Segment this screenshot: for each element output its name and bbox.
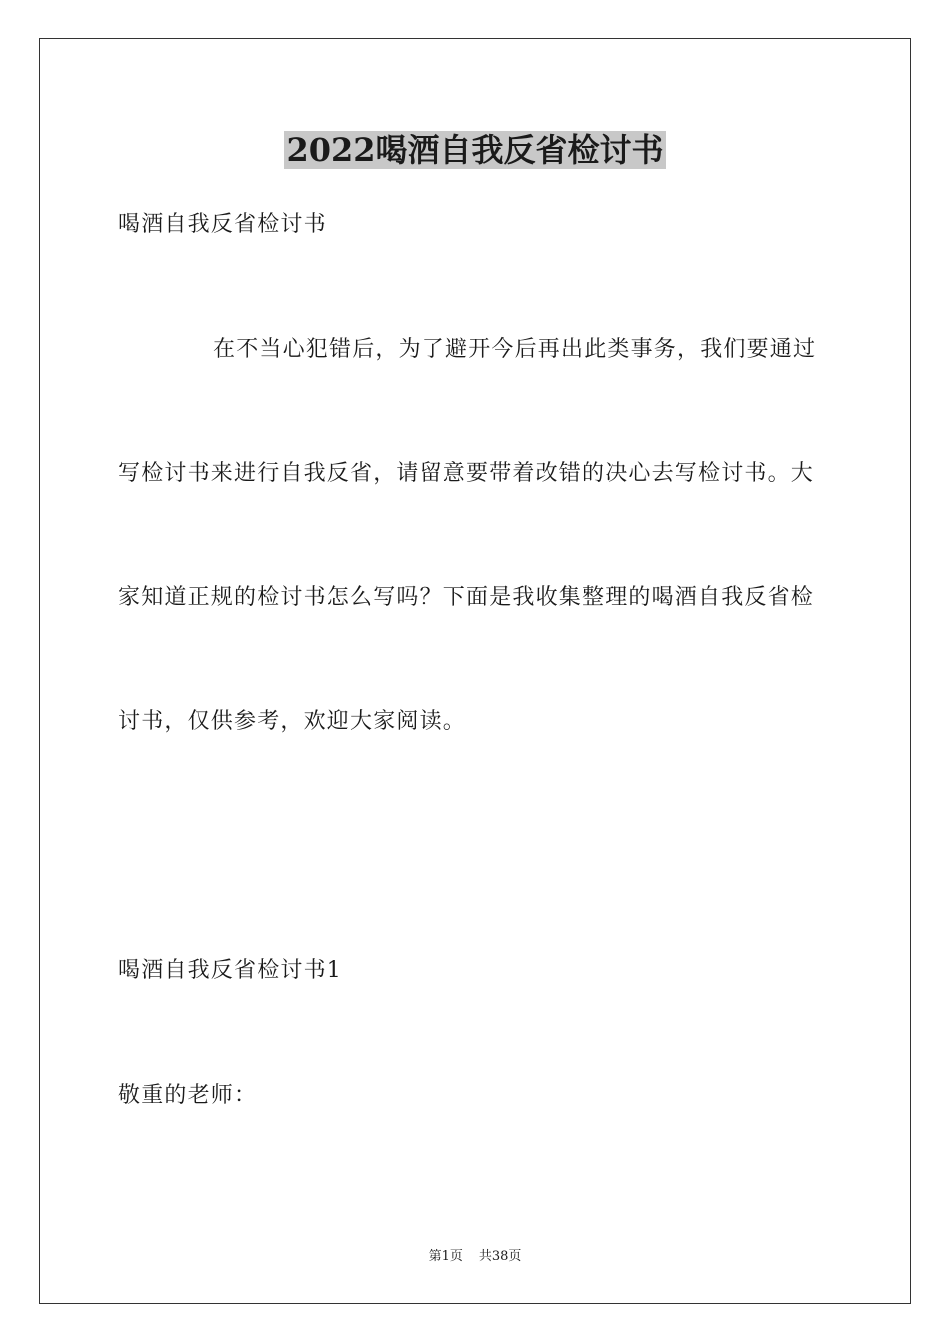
section-heading: 喝酒自我反省检讨书1 xyxy=(118,958,342,983)
current-page-label: 第1页 xyxy=(428,1249,463,1264)
total-pages-label: 共38页 xyxy=(478,1249,522,1264)
page-footer xyxy=(0,1248,950,1266)
intro-line-1: 在不当心犯错后，为了避开今后再出此类事务，我们要通过 xyxy=(213,337,817,362)
document-title xyxy=(0,128,950,172)
intro-line-4: 讨书，仅供参考，欢迎大家阅读。 xyxy=(118,709,467,734)
intro-line-3: 家知道正规的检讨书怎么写吗？下面是我收集整理的喝酒自我反省检 xyxy=(118,585,815,610)
salutation: 敬重的老师： xyxy=(118,1083,258,1108)
document-subtitle: 喝酒自我反省检讨书 xyxy=(118,212,327,237)
document-title-text: 2022喝酒自我反省检讨书 xyxy=(286,131,664,169)
intro-line-2: 写检讨书来进行自我反省，请留意要带着改错的决心去写检讨书。大 xyxy=(118,461,815,486)
